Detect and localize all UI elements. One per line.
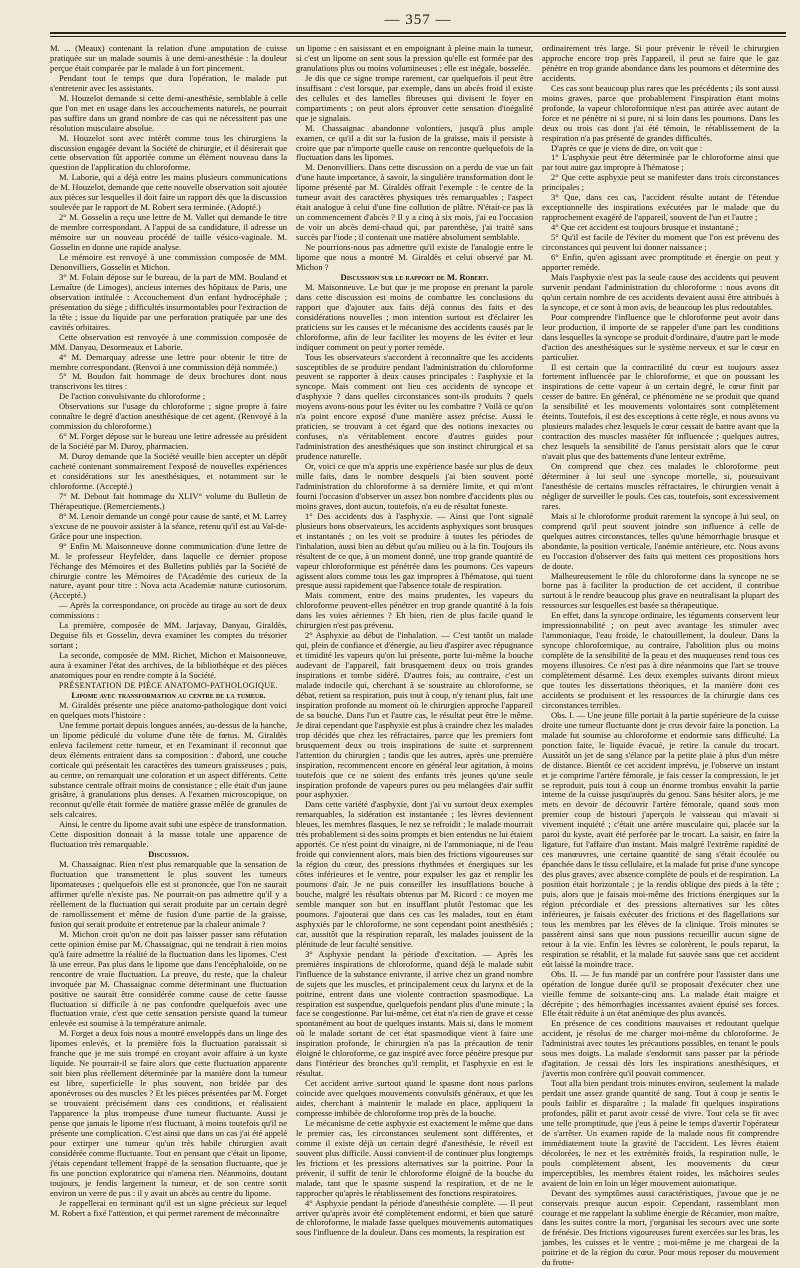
section-heading: Discussion sur le rapport de M. Robert. (340, 271, 489, 282)
paragraph: Pour comprendre l'influence que le chloroforme peut avoir dans leur production, il importe de se rappeler d'une part les conditions dans lesquelles la syncope se produit d'ordinaire, d'autre part le mode d'action des anesthésiques sur le système nerveux et sur le cœur en particulier. (542, 311, 779, 362)
paragraph: 9° Enfin M. Maisonneuve donne communication d'une lettre de M. le professeur Heyfelder, dans laquelle ce dernier propose l'échange des Mémoires et des Bulletins publiés par la Société de chirurgie contre les Mémoires de l'Académie des curieux de la nature, ayant pour titre : Nova acta Academiæ naturæ curiosorum. (Accepté.) (50, 540, 287, 601)
paragraph: 4° Que cet accident est toujours brusque et instantané ; (551, 222, 739, 233)
paragraph: Je rappellerai en terminant qu'il est un signe précieux sur lequel M. Robert a fixé l'attention, et qui permet rarement de méconnaître (50, 1197, 287, 1218)
paragraph: Pendant tout le temps que dura l'opération, le malade put s'entretenir avec les assistants. (50, 72, 287, 93)
paragraph: Dans cette variété d'asphyxie, dont j'ai vu surtout deux exemples remarquables, la sidération est instantanée ; les lèvres deviennent bleues, les membres flasques, le nez se refroidit ; le malade mourrait très probablement si des soins prompts et bien entendus ne lui étaient apportés. Ce n'est point du vinaigre, ni de l'ammoniaque, ni de l'eau froide qui conviennent alors, mais bien des frictions vigoureuses sur la région du cœur, des pressions rhythmées et énergiques sur les côtes inférieures et le ventre, pour expulser les gaz et remplir les poumons d'air. Je ne puis conseiller les insufflations bouche à bouche, malgré les résultats obtenus par M. Ricord : ce moyen me semble manquer son but en insufflant plutôt l'estomac que les poumons. J'ajouterai que dans ces cas les malades, tout en étant asphyxiés par le chloroforme, ne sont cependant point anesthésiés ; car, aussitôt que la respiration reparaît, les malades jouissent de la plénitude de leur faculté sensitive. (296, 799, 533, 949)
paragraph: Obs. II. — Je fus mandé par un confrère pour l'assister dans une opération de longue durée qu'il se proposait d'exécuter chez une vieille femme de soixante-cinq ans. La malade était maigre et décrépite ; des hémorrhagies incessantes avaient épuisé ses forces. Elle était réduite à un état anémique des plus avancés. (542, 968, 779, 1019)
section-heading: Discussion. (148, 849, 189, 860)
header-rule-thin (50, 36, 786, 37)
paragraph: M. Giraldès présente une pièce anatomo-pathologique dont voici en quelques mots l'histoire : (50, 699, 287, 720)
paragraph: 2° Asphyxie au début de l'inhalation. — C'est tantôt un malade qui, plein de confiance et d'énergie, au lieu d'aspirer avec répugnance et timidité les vapeurs qu'on lui présente, porte lui-même la bouche audevant de l'appareil, fait brusquement deux ou trois grandes inspirations et tombe sidéré. D'autres fois, au contraire, c'est un malade indocile qui, cherchant à se soustraire au chloroforme, se débat, retient sa respiration, puis tout à coup, n'y tenant plus, fait une inspiration profonde au moment où le chirurgien approche l'appareil de sa bouche. Dans l'un et l'autre cas, le résultat peut être le même. Je dirai cependant que l'asphyxie est plus à craindre chez les malades trop décidés que chez les réfractaires, parce que les premiers font brusquement deux ou trois inspirations de suite et surprennent l'attention du chirurgien ; tandis que les autres, après une première inspiration, recommencent encore en général leur agitation, à moins toutefois que ce ne soient des enfants très jeunes qu'une seule inspiration profonde de vapeurs pures ou peu mélangées d'air suffit pour asphyxier. (296, 630, 533, 800)
paragraph: La première, composée de MM. Jarjavay, Danyau, Giraldès, Deguise fils et Gosselin, devra examiner les comptes du trésorier sortant ; (50, 620, 287, 651)
paragraph: D'après ce que je viens de dire, on voit que : (551, 142, 703, 153)
paragraph: 8° M. Lenoir demande un congé pour cause de santé, et M. Larrey s'excuse de ne pouvoir assister à la séance, retenu qu'il est au Val-de-Grâce pour une inspection. (50, 510, 287, 541)
paragraph: Malheureusement le rôle du chloroforme dans la syncope ne se borne pas à faciliter la production de cet accident, il contribue surtout à le rendre beaucoup plus grave en neutralisant la plupart des ressources sur lesquelles est basée sa thérapeutique. (542, 570, 779, 611)
paragraph: 5° M. Boudon fait hommage de deux brochures dont nous transcrivons les titres : (50, 371, 287, 392)
paragraph: Cette observation est renvoyée à une commission composée de MM. Danyau, Desormeaux et Laborie. (50, 331, 287, 352)
paragraph: Tout alla bien pendant trois minutes environ, seulement la malade perdait une assez grande quantité de sang. Tout à coup je sentis le pouls faiblir et disparaître ; la malade fit quelques inspirations profondes, pâlit et parut avoir cessé de vivre. Tout cela se fit avec une telle promptitude, que j'eus à peine le temps d'avertir l'opérateur de s'arrêter. Un examen rapide de la malade nous fit comprendre immédiatement toute la gravité de l'accident. Les lèvres étaient décolorées, le nez et les extrémités froids, la respiration nulle, le pouls complètement absent, les mouvements du cœur imperceptibles, les membres étaient roides, les mâchoires seules avaient de loin en loin un léger mouvement automatique. (542, 1078, 779, 1188)
paragraph: Une femme portait depuis longues années, au-dessus de la hanche, un lipome pédiculé du volume d'une tête de fœtus. M. Giraldès enleva facilement cette tumeur, et en l'examinant il reconnut que deux éléments entraient dans sa composition : d'abord, une couche corticale qui présentait les caractères des tumeurs graisseuses ; puis, au centre, on remarquait une coloration et un aspect différents. Cette substance centrale offrait moins de consistance ; elle était d'un jaune grisâtre, à granulations plus denses. A l'examen microscopique, on reconnut qu'elle était formée de matière grasse mêlée de granules de sels calcaires. (50, 719, 287, 820)
paragraph: Mais si le chloroforme produit rarement la syncope à lui seul, on comprend qu'il peut souvent joindre son influence à celle de quelques autres circonstances, telles qu'une hémorrhagie brusque et abondante, la position verticale, l'anémie antérieure, etc. Nous avons eu l'occasion d'observer des faits qui mettent ces propositions hors de doute. (542, 510, 779, 571)
paragraph: 4° Asphyxie pendant la période d'anesthésie complète. — Il peut arriver qu'après avoir été complètement endormi, et bien que saturé de chloroforme, le malade fasse quelques mouvements automatiques sous l'influence de la douleur. Dans ces moments, la respiration est (296, 1197, 533, 1238)
paragraph: Le mémoire est renvoyé à une commission composée de MM. Denonvilliers, Gosselin et Michon. (50, 252, 287, 272)
paragraph: M. Laborie, qui a déjà entre les mains plusieurs communications de M. Houzelot, demande que cette nouvelle observation soit ajoutée aux pièces sur lesquelles il doit faire un rapport dès que la discussion soulevée par le rapport de M. Robert sera terminée. (Adopté.) (50, 172, 287, 213)
paragraph: On comprend que chez ces malades le chloroforme peut déterminer à lui seul une syncope mortelle, si, poursuivant l'anesthésie de certains muscles réfractaires, le chirurgien venait à négliger de surveiller le pouls. Ces cas, toutefois, sont excessivement rares. (542, 461, 779, 511)
paragraph: Devant des symptômes aussi caractéristiques, j'avoue que je ne conservais presque aucun espoir. Cependant, rassemblant mon courage et me rappelant la sublime énergie de Récamier, mon maître, dans les suites contre la mort, j'organisai les secours avec une sorte de frénésie. Des frictions vigoureuses furent exercées sur les bras, les jambes, les cuisses et le ventre ; moi-même je me chargeai de la poitrine et de la région du cœur. Pour mous reposer du mouvement du frotte- (542, 1187, 779, 1268)
paragraph: 3° M. Folain dépose sur le bureau, de la part de MM. Bouland et Lemaître (de Limoges), ancieus internes des hôpitaux de Paris, une observation intitulée : Accouchement d'un enfant hydrocéphale ; présentation du siège ; difficultés insurmontables pour l'extraction de la tête ; issue du liquide par une perforation pratiquée par une des cavités orbitaires. (50, 271, 287, 332)
text-columns (50, 43, 786, 1268)
paragraph: M. Maisonneuve. Le but que je me propose en prenant la parole dans cette discussion est moins de combattre les conclusions du rapport que d'ajouter aux faits déjà connus des faits et des considérations nouvelles ; mon intention surtout est d'éclairer les praticiens sur les causes et le mécanisme des accidents causés par le chloroforme, afin de leur faciliter les moyens de les éviter et leur indiquer comment on peut y porter remède. (296, 281, 533, 352)
paragraph: Le mécanisme de cette asphyxie est exactement le même que dans le premier cas, les circonstances seulement sont différentes, et comme il existe déjà un certain degré d'anesthésie, le réveil est souvent plus difficile. Aussi convient-il de continuer plus longtemps les frictions et les pressions alternatives sur la poitrine. Pour la prévenir, il suffit de tenir le chloroforme éloigné de la bouche du malade, tant que le spasme suspend la respiration, et de ne le rapprocher qu'après le rétablissement des fonctions respiratoires. (296, 1117, 533, 1198)
paragraph: un lipome : en saisissant et en empoignant à pleine main la tumeur, si c'est un lipome on sent sous la pression qu'elle est formée par des granulations plus ou moins volumineuses ; elle est inégale, bosselée. (296, 43, 533, 73)
paragraph: Ne pourrions-nous pas admettre qu'il existe de l'analogie entre le lipome que nous a montré M. Giraldès et celui observé par M. Michon ? (296, 242, 533, 272)
paragraph: 4° M. Demarquay adresse une lettre pour obtenir le titre de membre correspondant. (Renvoi à une commission déjà nommée.) (50, 351, 287, 372)
paragraph: 3° Que, dans ces cas, l'accident résulte autant de l'étendue exceptionnelle des inspirations exécutées par le malade que du rapprochement exagéré de l'appareil, souvent de l'un et l'autre ; (542, 192, 779, 223)
paragraph: Je dis que ce signe trompe rarement, car quelquefois il peut être insuffisant : c'est lorsque, par exemple, dans un abcès froid il existe des cellules et des lamelles fibreuses qui divisent le foyer en compartiments ; on peut alors éprouver cette sensation d'inégalité que je signalais. (296, 72, 533, 123)
column-1 (50, 43, 287, 1218)
paragraph: Obs. I. — Une jeune fille portait à la partie supérieure de la cuisse droite une tumeur fluctuante dont je crus devoir faire la ponction. La malade fut soumise au chloroforme et endormie sans difficulté. La ponction faite, le liquide évacué, je retire la canule du trocart. Aussitôt un jet de sang s'élance par la petite plaie à plus d'un mètre de distance. Bientôt ce cet accident imprévu, je l'observe un instant et je comprime l'artère fémorale, je fais cesser la compression, le jet se reproduit, puis tout à coup un énorme trombus envahit la partie interne de la cuisse jusqu'auprès du genou. Sans hésiter alors, je me mets en devoir de découvrir l'artère fémorale, quand sous mon premier coup de bistouri j'aperçois le vaisseau qui m'avait si vivement inquiété ; c'était une artère musculaire qui, placée sur la paroi du kyste, avait été perforée par le trocart. La saisir, en faire la ligature, fut l'affaire d'un instant. Mais malgré l'extrême rapidité de ces manœuvres, une certaine quantité de sang s'était écoulée ou épanchée dans le tissu cellulaire, et la malade fut prise d'une syncope des plus graves, avec absence complète de pouls et de respiration. La position était horizontale ; je la rendis oblique des pieds à la tête ; puis, alors que je faisais moi-même des frictions énergiques sur la région précordiale et des pressions alternatives sur les côtes inférieures, je faisais exécuter des frictions et des flagellations sur tous les membres par les élèves de la clinique. Trois minutes se passèrent ainsi sans que nous pussions recueillir aucun signe de retour à la vie. Enfin les lèvres se colorèrent, le pouls reparut, la respiration se rétablit, et la malade fut sauvée sans que cet accident eût laissé la moindre trace. (542, 709, 779, 969)
section-heading: Lipome avec transformation au centre de la tumeur. (71, 689, 266, 700)
paragraph: — Après la correspondance, on procède au tirage au sort de deux commissions : (50, 600, 287, 621)
paragraph: M. Houzelot sont avec intérêt comme tous les chirurgiens la discussion engagée devant la Société de chirurgie, et il désirerait que cette observation fût apportée comme un élément nouveau dans la question de l'application du chloroforme. (50, 132, 287, 173)
paragraph: M. Duroy demande que la Société veuille bien accepter un dépôt cacheté contenant sommairement l'exposé de nouvelles expériences et considérations sur les anesthésiques, et notamment sur le chloroforme. (Accepté.) (50, 451, 287, 491)
paragraph: 2° Que cette asphyxie peut se manifester dans trois circonstances principales ; (542, 172, 779, 193)
paragraph: La seconde, composée de MM. Richet, Michon et Maisonneuve, aura à examiner l'état des archives, de la bibliothèque et des pièces anatomiques pour en rendre compte à la Société. (50, 650, 287, 681)
paragraph: 5° Qu'il est facile de l'éviter du moment que l'on est prévenu des circonstances qui peuvent lui donner naissance ; (542, 232, 779, 253)
section-caption: PRÉSENTATION DE PIÈCE ANATOMO-PATHOLOGIQUE. (58, 681, 279, 690)
paragraph: 1° Des accidents dus à l'asphyxie. — Ainsi que l'ont signalé plusieurs bons observateurs, les accidents asphyxiques sont brusques et instantanés ; on les voit se produire à toutes les périodes de l'inhalation, aussi bien au début qu'au milieu ou à la fin. Toujours ils résultent de ce que, à un moment donné, une trop grande quantité de vapeur chloroformique est pénétrée dans les poumons. Ces vapeurs agissent alors comme tous les gaz impropres à l'hématose, qui tuent presque aussi rapidement que l'absence totale de respiration. (296, 510, 533, 591)
paragraph: M. Denonvilliers. Dans cette discussion on a perdu de vue un fait d'une haute importance, à savoir, la singulière transformation dont le lipome présenté par M. Giraldès offrait l'exemple : le centre de la tumeur avait des caractères physiques très remarquables ; l'aspect était analogue à celui d'une fine collution de plâtre. N'était-ce pas là un commencement d'abcès ? Il y a cinq à six mois, j'ai eu l'occasion de voir un abcès demi-chaud qui, par parenthèse, j'ai traité sans succès par l'iode ; il contenait une matière absolument semblable. (296, 162, 533, 243)
paragraph: En effet, dans la syncope ordinaire, les téguments conservent leur impressionnabilité ; on peut avec avantage les stimuler avec l'ammoniaque, l'eau froide, le chatouillement, la douleur. Dans la syncope chloroformique, au contraire, l'abolition plus ou moins complète de la sensibilité de la peau et des muqueuses rend tous ces moyens illusoires. Ce n'est pas à dire néanmoins que l'art se trouve complètement désarmé. Les deux exemples suivants diront mieux que toutes les dissertations théoriques, et la manière dont ces accidents se produisent et les ressources de la chirurgie dans ces circonstances terribles. (542, 610, 779, 710)
paragraph: Mais l'asphyxie n'est pas la seule cause des accidents qui peuvent survenir pendant l'administration du chloroforme : nous avons dit qu'un certain nombre de ces accidents devaient aussi être attribués à la syncope, et ce sont à mon avis, de beaucoup les plus redoutables. (542, 271, 779, 312)
paragraph: 3° Asphyxie pendant la période d'excitation. — Après les premières inspirations de chloroforme, quand déjà le malade subit l'influence de la substance enivrante, il arrive chez un grand nombre de sujets que les muscles, et principalement ceux du larynx et de la poitrine, entrent dans une violente contraction spasmodique. La respiration est suspendue, quelquefois pendant plus d'une minute ; la face se congestionne. Par lui-même, cet état n'a rien de grave et cesse spontanément au bout de quelques instants. Mais si, dans le moment où le malade sortant de cet état spasmodique vient à faire une inspiration profonde, le chirurgien n'a pas la précaution de tenir éloigné le chloroforme, ce gaz inspiré avec force pénètre presque pur dans l'intérieur des bronches qu'il remplit, et l'asphyxie en est le résultat. (296, 948, 533, 1079)
paragraph: M. ... (Meaux) contenant la relation d'une amputation de cuisse pratiquée sur un malade soumis à une demi-anesthésie : la douleur perçue était comparée par le malade à un fort pincement. (50, 43, 287, 73)
paragraph: En présence de ces conditions mauvaises et redoutant quelque accident, je résolus de me charger moi-même du chloroforme. Je l'administrai avec toutes les précautions possibles, en tenant le pouls sous mes doigts. La malade s'endormit sans passer par la période d'agitation. Je cessai dès lors les inspirations anesthésiques, et j'avertis mon confrère qu'il pouvait commencer. (542, 1018, 779, 1079)
paragraph: 7° M. Debout fait hommage du XLIV° volume du Bulletin de Thérapeutique. (Remerciements.) (50, 490, 287, 511)
paragraph: M. Chassaignac. Rien n'est plus remarquable que la sensation de fluctuation que transmettent le plus souvent les tumeurs lipomateuses ; quelquefois elle est si prononcée, que l'on ne saurait affirmer qu'elle n'existe pas. Ne pourrait-on pas admettre qu'il y a réellement de la fluctuation qui serait produite par un certain degré de ramollissement et même de fusion d'une partie de la graisse, fusion qui serait produite et entretenue par la chaleur animale ? (50, 859, 287, 929)
page-number: — 357 — (384, 12, 452, 28)
paragraph: Cet accident arrive surtout quand le spasme dont nous parlons coïncide avec quelques mouvements convulsifs généraux, et que les aides, cherchant à maintenir le malade en place, appliquent la compresse imbibée de chloroforme trop près de la bouche. (296, 1078, 533, 1118)
paragraph: M. Forget a deux fois nous a montré enveloppés dans un linge des lipomes enlevés, et la première fois la fluctuation paraissait si franche que je me suis trompé en croyant avoir affaire à un kyste liquide. Ne pourrait-il se faire alors que cette fluctuation apparente soit bien plus réellement déterminée par la manière dont la tumeur est libre, superficielle le plus souvent, non bridée par des aponévroses ou des muscles ? Et les pièces présentées par M. Forget se trouvaient précisément dans ces conditions, et réalisaient l'apparence la plus trompeuse d'une tumeur fluctuante. Aussi je pense que jamais le lipome n'est fluctuant, à moins toutefois qu'il ne présente une complication. C'est ainsi que dans un cas j'ai été appelé pour extirper une tumeur qu'un très habile chirurgien avait considérée comme fluctuante. Tout en pensant que c'était un lipome, j'étais cependant tellement frappé de la sensation fluctuante, que je fis une ponction exploratrice qui n'amena rien. Néanmoins, doutant toujours, je fendis largement la tumeur, et de son centre sortit environ un verre de pus : il y avait un abcès au centre du lipome. (50, 1028, 287, 1198)
paragraph: Observations sur l'usage du chloroforme ; signe propre à faire connaître le degré d'action anesthésique de cet agent. (Renvoyé à la commission du chloroforme.) (50, 401, 287, 432)
paragraph: Il est certain que la contractilité du cœur est toujours assez fortement influencée par le chloroforme, et que on poussant les inspirations de cette vapeur à un certain degré, le cœur finit par cesser de battre. En général, ce phénomène ne se produit que quand la sensibilité et les mouvements volontaires sont complètement éteints. Toutefois, il est des exceptions à cette règle, et nous avons vu plusieurs malades chez lesquels le cœur cessait de battre avant que la contraction des muscles masséter fût influencée ; quelques autres, chez lesquels la sensibilité de l'anus persistait alors que le cœur n'avait plus que des battements d'une lenteur extrême. (542, 361, 779, 462)
paragraph: 6° Enfin, qu'en agissant avec promptitude et énergie on peut y apporter remède. (542, 252, 779, 272)
paragraph: 2° M. Gosselin a reçu une lettre de M. Vallet qui demande le titre de membre correspondant. A l'appui de sa candidature, il adresse un mémoire sur un nouveau procédé de taille vésico-vaginale. M. Gosselin en donne une rapide analyse. (50, 212, 287, 253)
column-2 (296, 43, 533, 1238)
paragraph: Tous les observateurs s'accordent à reconnaître que les accidents susceptibles de se produire pendant l'administration du chloroforme peuvent se rapporter à deux causes principales : l'asphyxie et la syncope. Mais comment ont lieu ces accidents de syncope et d'asphyxie ? dans quelles circonstances sont-ils produits ? quels moyens avons-nous pour les éviter ou les combattre ? Voilà ce qu'on n'a point encore exposé d'une manière assez précise. Aussi le praticien, se trouvant à cet égard que des notions inexactes ou confuses, n'a véritablement encore d'autres guides pour l'administration des anesthésiques que son instinct chirurgical et sa prudence naturelle. (296, 351, 533, 462)
paragraph: M. Michon croit qu'on ne doit pas laisser passer sans réfutation cette opinion émise par M. Chassaignac, qui ne tendrait à rien moins qu'à faire admettre la réalité de la fluctuation dans les lipomes. C'est là une erreur. Pas plus dans le lipome que dans l'encéphaloïde, on ne rencontre de vraie fluctuation. La preuve, du reste, que la chaleur invoquée par M. Chassaignac comme déterminant une fluctuation positive ne saurait être considérée comme cause de cette fausse fluctuation si difficile à ne pas confondre quelquefois avec une fluctuation vraie, c'est que cette sensation persiste quand la tumeur enlevée est soumise à la température animale. (50, 928, 287, 1029)
paragraph: Ainsi, le centre du lipome avait subi une espèce de transformation. Cette disposition donnait à la masse totale une apparence de fluctuation très remarquable. (50, 819, 287, 850)
paragraph: M. Chassaignac abandonne volontiers, jusqu'à plus ample examen, ce qu'il a dit sur la fusion de la graisse, mais il persiste à croire que par n'importe quelle cause on rencontre quelquefois de la fluctuation dans les lipomes. (296, 122, 533, 163)
paragraph: M. Houzelot demande si cette demi-anesthésie, semblable à celle que l'on met en usage dans les accouchements naturels, ne pourrait pas suffire dans un grand nombre de cas qui ne nécessitent pas une résolution musculaire absolue. (50, 92, 287, 133)
page-header (50, 8, 786, 38)
paragraph: De l'action convulsivante du chloroforme ; (59, 391, 206, 402)
paragraph: 1° L'asphyxie peut être déterminée par le chloroforme ainsi que par tout autre gaz impropre à l'hématose ; (542, 152, 779, 173)
paragraph: Ces cas sont beaucoup plus rares que les précédents ; ils sont aussi moins graves, parce que probablement l'inspiration étant moins profonde, la vapeur chloroformique n'est pas attirée avec autant de force et ne pénètre ni si pure, ni si loin dans les poumons. Dans les deux ou trois cas dont j'ai été témoin, le rétablissement de la respiration n'a pas présenté de grandes difficultés. (542, 82, 779, 143)
header-rule (50, 32, 786, 34)
paragraph: Or, voici ce que m'a appris une expérience basée sur plus de deux mille faits, dans le nombre desquels j'ai bien souvent porté l'administration du chloroforme à sa dernière limite, et qui m'ont fourni l'occasion d'observer un assez bon nombre d'accidents plus ou moins graves, dont aucun, toutefois, n'a eu de résultat funeste. (296, 461, 533, 511)
paragraph: 6° M. Forget dépose sur le bureau une lettre adressée au président de la Société par M. Duroy, pharmacien. (50, 431, 287, 452)
column-3 (542, 43, 779, 1268)
paragraph: ordinairement très large. Si pour prévenir le réveil le chirurgien approche encore trop près l'appareil, il peut se faire que le gaz pénètre en trop grande abondance dans les poumons et détermine des accidents. (542, 43, 779, 83)
paragraph: Mais comment, entre des mains prudentes, les vapeurs du chloroforme peuvent-elles pénétrer en trop grande quantité à la fois dans les voies aériennes ? Eh bien, rien de plus facile quand le chirurgien n'est pas prévenu. (296, 590, 533, 631)
